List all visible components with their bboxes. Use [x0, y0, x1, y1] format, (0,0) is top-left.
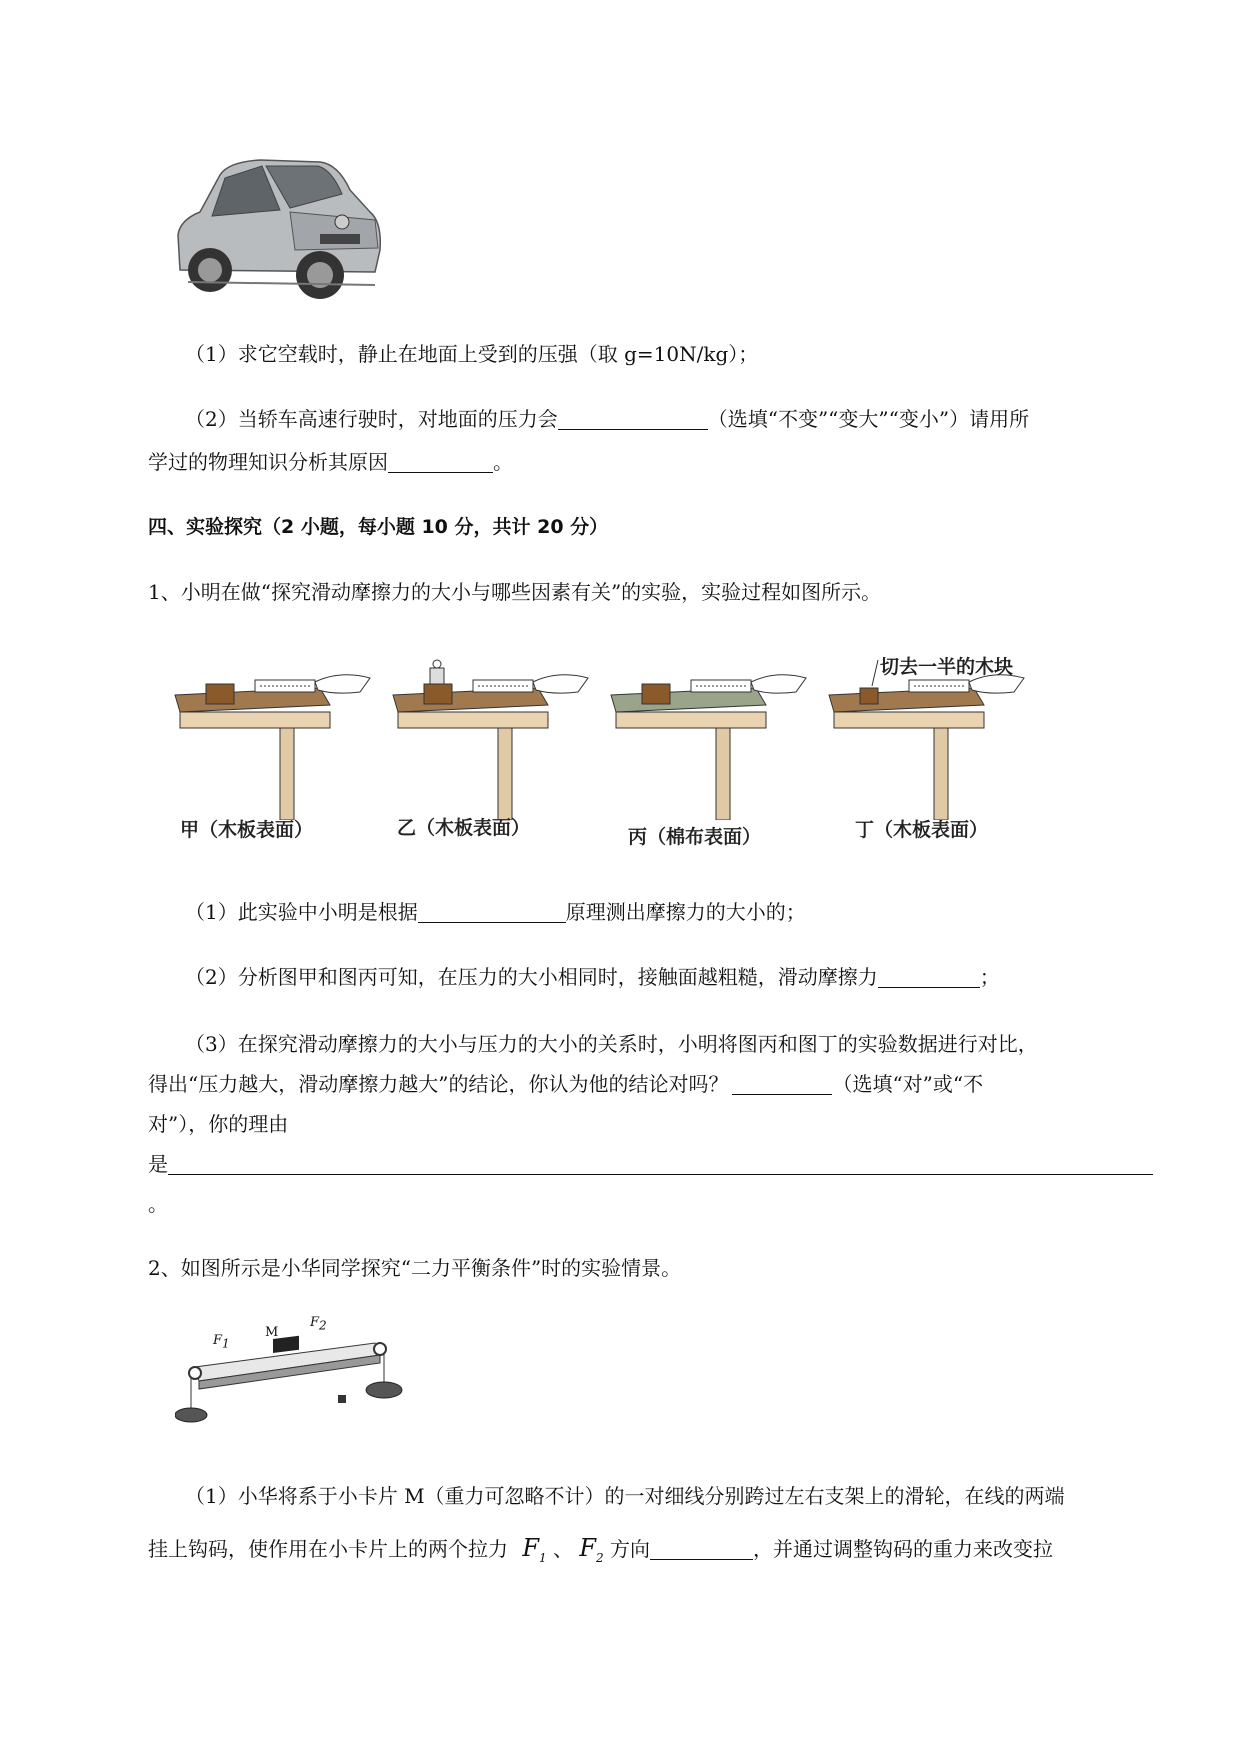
answer-blank[interactable] [168, 1152, 1153, 1175]
setup-ding [829, 660, 1024, 820]
figure-label-ding: 丁（木板表面） [855, 819, 989, 841]
answer-blank[interactable] [650, 1537, 753, 1560]
q1-sub2 [185, 963, 1000, 991]
text: ，并通过调整钩码的重力来改变拉 [753, 1537, 1054, 1561]
f2-letter: F [579, 1534, 597, 1562]
f1-letter: F [522, 1534, 540, 1562]
answer-blank[interactable] [878, 965, 980, 988]
figure-label-cut-block: 切去一半的木块 [880, 656, 1014, 678]
answer-blank[interactable] [558, 407, 708, 430]
text: 得出“压力越大，滑动摩擦力越大”的结论，你认为他的结论对吗？ [148, 1072, 729, 1096]
q2-sub1-line2 [148, 1534, 1053, 1572]
text: （选填“对”或“不 [832, 1072, 984, 1096]
balance-experiment-figure [175, 1315, 415, 1435]
question-part-2-line1 [185, 405, 1029, 433]
setup-bing [611, 675, 806, 820]
text: （选填“不变”“变大”“变小”）请用所 [707, 407, 1030, 431]
car-image [170, 150, 385, 310]
text: 。 [493, 450, 513, 474]
q1-sub3-end: 。 [148, 1192, 168, 1216]
section-heading: 四、实验探究（2 小题，每小题 10 分，共计 20 分） [148, 516, 609, 538]
question-part-2-line2 [148, 448, 513, 476]
text: 学过的物理知识分析其原因 [148, 450, 388, 474]
f2-subscript: 2 [319, 1318, 327, 1333]
figure-label-jia: 甲（木板表面） [180, 819, 314, 841]
text: 是 [148, 1152, 168, 1176]
text: 挂上钩码，使作用在小卡片上的两个拉力 [148, 1537, 508, 1561]
setup-yi [393, 660, 588, 820]
text: （1）此实验中小明是根据 [185, 900, 418, 924]
setup-jia [175, 675, 370, 820]
q1-sub3-line1: （3）在探究滑动摩擦力的大小与压力的大小的关系时，小明将图丙和图丁的实验数据进行对比， [185, 1032, 1038, 1056]
separator: 、 [553, 1537, 574, 1561]
q1-sub1 [185, 898, 806, 926]
f1-subscript: 1 [222, 1336, 230, 1351]
text: （2）分析图甲和图丙可知，在压力的大小相同时，接触面越粗糙，滑动摩擦力 [185, 965, 878, 989]
answer-blank[interactable] [418, 900, 566, 923]
f1-letter: F [213, 1333, 223, 1348]
text: ； [979, 965, 1000, 989]
force-f1 [522, 1534, 547, 1565]
figure-label-yi: 乙（木板表面） [397, 817, 531, 839]
q1-stem: 1、小明在做“探究滑动摩擦力的大小与哪些因素有关”的实验，实验过程如图所示。 [148, 580, 882, 604]
q2-stem: 2、如图所示是小华同学探究“二力平衡条件”时的实验情景。 [148, 1256, 682, 1280]
text: 方向 [610, 1537, 651, 1561]
answer-blank[interactable] [388, 450, 493, 473]
text: 原理测出摩擦力的大小的； [565, 900, 806, 924]
figure-label-bing: 丙（棉布表面） [628, 826, 762, 848]
question-part-1: （1）求它空载时，静止在地面上受到的压强（取 g=10N/kg）； [185, 342, 759, 366]
text: （2）当轿车高速行驶时，对地面的压力会 [185, 407, 558, 431]
figure-label-f1 [213, 1333, 230, 1351]
q1-sub3-line2 [148, 1070, 983, 1098]
force-f2 [579, 1534, 604, 1565]
figure-label-f2 [310, 1315, 327, 1333]
q1-sub3-line3: 对”），你的理由 [148, 1112, 289, 1136]
f1-subscript: 1 [539, 1550, 547, 1565]
f2-subscript: 2 [596, 1550, 604, 1565]
f2-letter: F [310, 1315, 320, 1330]
q2-sub1-line1: （1）小华将系于小卡片 M（重力可忽略不计）的一对细线分别跨过左右支架上的滑轮，在线的两端 [185, 1484, 1065, 1508]
answer-blank[interactable] [732, 1072, 832, 1095]
q1-sub3-line4 [148, 1150, 1153, 1178]
figure-label-m: M [265, 1325, 279, 1340]
